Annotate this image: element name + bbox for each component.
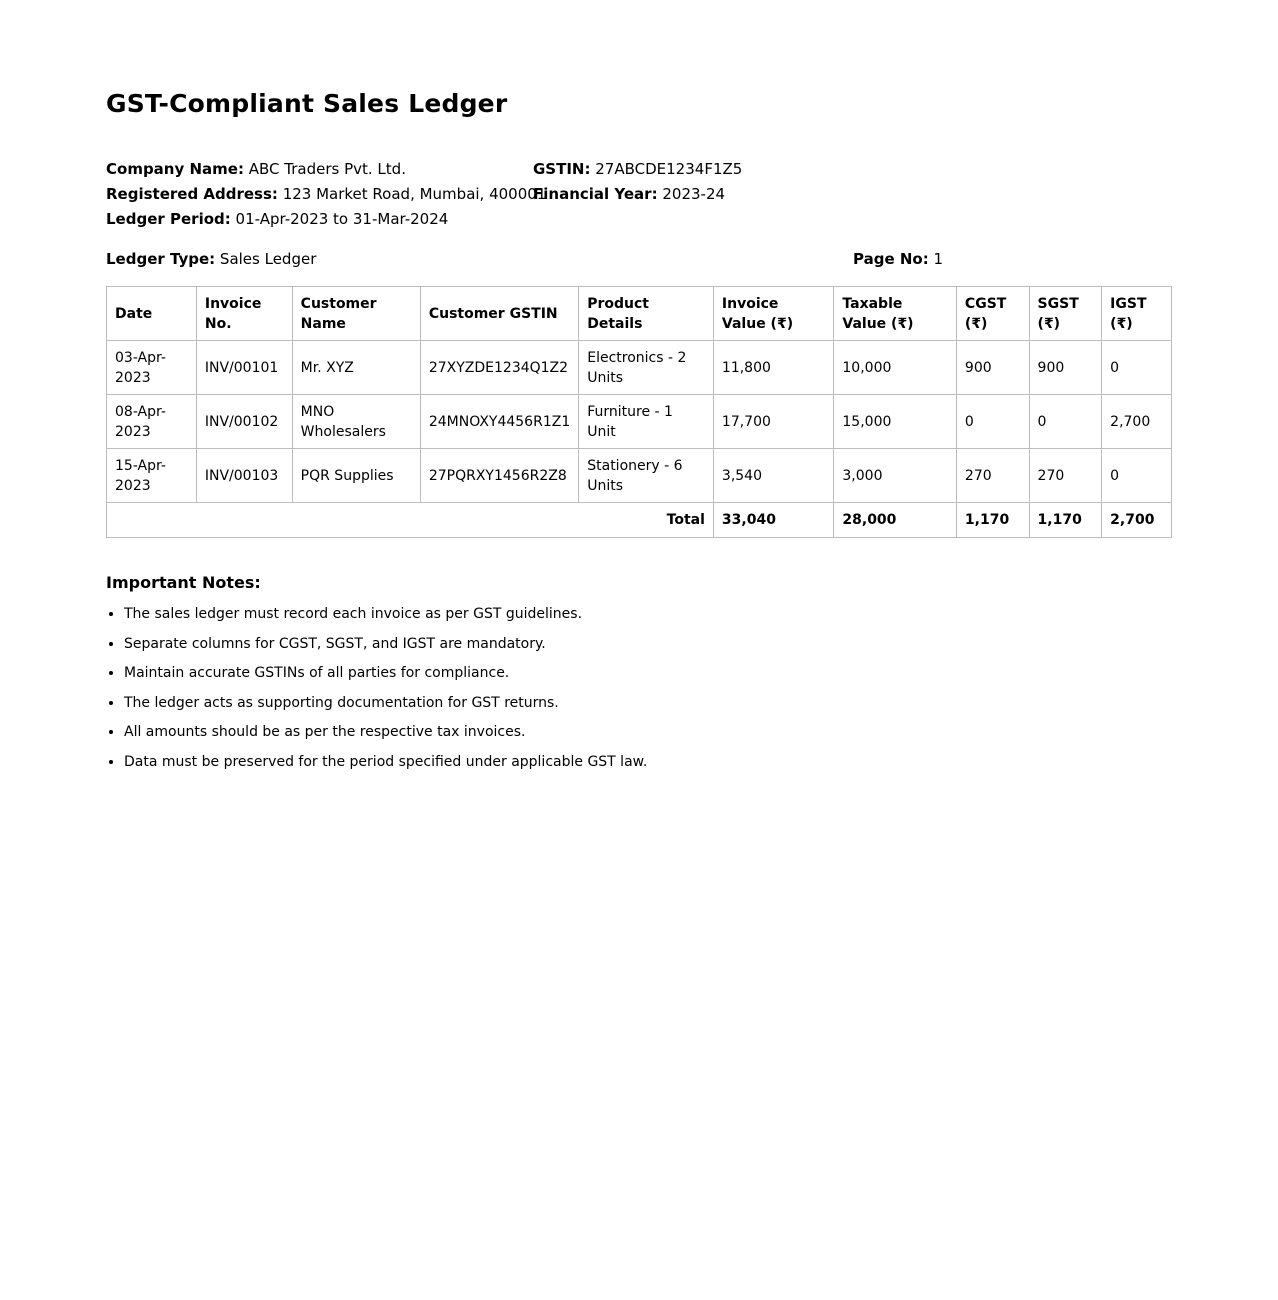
list-item: • Data must be preserved for the period specified under applicable GST law. xyxy=(124,752,1172,772)
table-row xyxy=(107,341,1172,395)
gstin-value: 27ABCDE1234F1Z5 xyxy=(595,160,743,178)
cell-product-details: Electronics - 2 Units xyxy=(579,341,714,395)
cell-customer-gstin: 27XYZDE1234Q1Z2 xyxy=(420,341,578,395)
sales-ledger-table xyxy=(106,286,1172,538)
cell-invoice-value: 3,540 xyxy=(713,449,833,503)
cell-invoice-value: 17,700 xyxy=(713,395,833,449)
gstin-line xyxy=(533,157,1172,182)
address-value: 123 Market Road, Mumbai, 400001 xyxy=(282,185,547,203)
ledger-period-label: Ledger Period: xyxy=(106,210,231,228)
cell-sgst: 270 xyxy=(1029,449,1102,503)
header-date: Date xyxy=(107,287,197,341)
cell-cgst: 900 xyxy=(956,341,1029,395)
cell-sgst: 0 xyxy=(1029,395,1102,449)
cell-invoice-no: INV/00103 xyxy=(196,449,292,503)
cell-igst: 2,700 xyxy=(1102,395,1172,449)
total-sgst: 1,170 xyxy=(1029,503,1102,538)
ledger-period-line xyxy=(106,207,533,232)
table-row xyxy=(107,449,1172,503)
cell-invoice-no: INV/00102 xyxy=(196,395,292,449)
notes-list xyxy=(106,604,1172,772)
ledger-type-label: Ledger Type: xyxy=(106,250,216,268)
header-invoice-no: Invoice No. xyxy=(196,287,292,341)
header-product-details: Product Details xyxy=(579,287,714,341)
cell-cgst: 0 xyxy=(956,395,1029,449)
cell-igst: 0 xyxy=(1102,449,1172,503)
ledger-type-value: Sales Ledger xyxy=(219,250,317,268)
cell-sgst: 900 xyxy=(1029,341,1102,395)
financial-year-value: 2023-24 xyxy=(662,185,726,203)
total-invoice-value: 33,040 xyxy=(713,503,833,538)
cell-product-details: Stationery - 6 Units xyxy=(579,449,714,503)
cell-product-details: Furniture - 1 Unit xyxy=(579,395,714,449)
company-name-line xyxy=(106,157,533,182)
cell-customer-gstin: 27PQRXY1456R2Z8 xyxy=(420,449,578,503)
total-cgst: 1,170 xyxy=(956,503,1029,538)
company-name-value: ABC Traders Pvt. Ltd. xyxy=(248,160,406,178)
ledger-type-line xyxy=(106,247,853,272)
cell-igst: 0 xyxy=(1102,341,1172,395)
table-header-row xyxy=(107,287,1172,341)
header-cgst: CGST (₹) xyxy=(956,287,1029,341)
cell-cgst: 270 xyxy=(956,449,1029,503)
header-invoice-value: Invoice Value (₹) xyxy=(713,287,833,341)
table-row xyxy=(107,395,1172,449)
header-sgst: SGST (₹) xyxy=(1029,287,1102,341)
address-label: Registered Address: xyxy=(106,185,278,203)
gstin-label: GSTIN: xyxy=(533,160,591,178)
cell-customer-name: MNO Wholesalers xyxy=(292,395,420,449)
total-taxable-value: 28,000 xyxy=(834,503,957,538)
page-number-value: 1 xyxy=(933,250,944,268)
cell-customer-gstin: 24MNOXY4456R1Z1 xyxy=(420,395,578,449)
financial-year-line xyxy=(533,182,1172,207)
cell-customer-name: PQR Supplies xyxy=(292,449,420,503)
cell-invoice-value: 11,800 xyxy=(713,341,833,395)
notes-heading: Important Notes: xyxy=(106,573,261,592)
table-total-row xyxy=(107,503,1172,538)
list-item: • The sales ledger must record each invoice as per GST guidelines. xyxy=(124,604,1172,624)
address-line xyxy=(106,182,547,207)
cell-customer-name: Mr. XYZ xyxy=(292,341,420,395)
page-number-label: Page No: xyxy=(853,250,929,268)
company-info xyxy=(106,157,1172,232)
list-item: • All amounts should be as per the respective tax invoices. xyxy=(124,722,1172,742)
cell-date: 15-Apr-2023 xyxy=(107,449,197,503)
total-igst: 2,700 xyxy=(1102,503,1172,538)
ledger-period-value: 01-Apr-2023 to 31-Mar-2024 xyxy=(235,210,449,228)
header-taxable-value: Taxable Value (₹) xyxy=(834,287,957,341)
header-customer-name: Customer Name xyxy=(292,287,420,341)
list-item: • Maintain accurate GSTINs of all parties for compliance. xyxy=(124,663,1172,683)
cell-taxable-value: 15,000 xyxy=(834,395,957,449)
cell-date: 08-Apr-2023 xyxy=(107,395,197,449)
financial-year-label: Financial Year: xyxy=(533,185,658,203)
cell-date: 03-Apr-2023 xyxy=(107,341,197,395)
list-item: • The ledger acts as supporting documentation for GST returns. xyxy=(124,693,1172,713)
page-number-line xyxy=(853,247,943,272)
cell-invoice-no: INV/00101 xyxy=(196,341,292,395)
cell-taxable-value: 10,000 xyxy=(834,341,957,395)
header-customer-gstin: Customer GSTIN xyxy=(420,287,578,341)
header-igst: IGST (₹) xyxy=(1102,287,1172,341)
list-item: • Separate columns for CGST, SGST, and IGST are mandatory. xyxy=(124,634,1172,654)
ledger-type-row xyxy=(106,247,1172,272)
company-name-label: Company Name: xyxy=(106,160,244,178)
total-label: Total xyxy=(107,503,714,538)
cell-taxable-value: 3,000 xyxy=(834,449,957,503)
page-title: GST-Compliant Sales Ledger xyxy=(106,89,508,118)
